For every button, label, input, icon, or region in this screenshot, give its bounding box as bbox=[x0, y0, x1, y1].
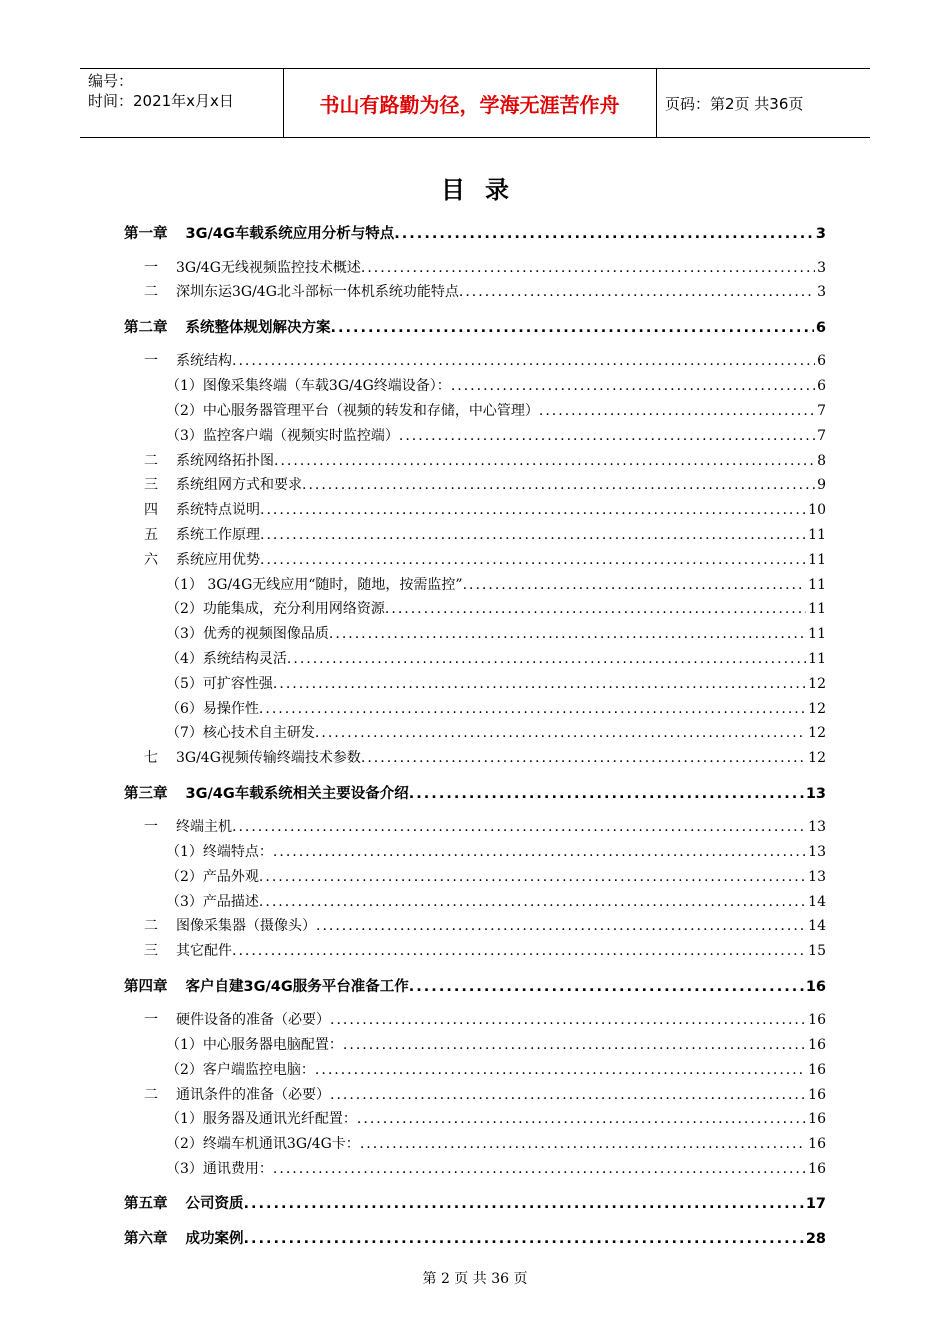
toc-entry-number: 第二章 bbox=[124, 319, 168, 336]
toc-dot-leader bbox=[331, 320, 814, 336]
toc-entry-title: 深圳东运3G/4G北斗部标一体机系统功能特点 bbox=[176, 284, 459, 301]
toc-entry[interactable] bbox=[124, 1158, 826, 1180]
toc-entry-page: 3 bbox=[815, 226, 826, 242]
toc-entry[interactable] bbox=[124, 722, 826, 744]
toc-dot-leader bbox=[273, 676, 806, 692]
toc-entry-number: 二 bbox=[144, 452, 158, 469]
toc-entry-number: 一 bbox=[144, 819, 158, 836]
toc-entry-title: （2）终端车机通讯3G/4G卡： bbox=[166, 1136, 360, 1153]
toc-entry-page: 13 bbox=[805, 785, 826, 802]
toc-entry-title: （2）客户端监控电脑： bbox=[166, 1061, 315, 1078]
toc-entry-number: 三 bbox=[144, 943, 158, 960]
toc-dot-leader bbox=[274, 453, 815, 469]
toc-entry[interactable] bbox=[124, 1059, 826, 1081]
toc-entry[interactable] bbox=[124, 425, 826, 447]
toc-entry-page: 16 bbox=[808, 1086, 826, 1103]
toc-entry-page: 13 bbox=[808, 868, 826, 885]
toc-entry-title: （1）服务器及通讯光纤配置： bbox=[166, 1111, 357, 1128]
toc-dot-leader bbox=[409, 979, 804, 995]
toc-entry-page: 11 bbox=[808, 626, 826, 643]
toc-dot-leader bbox=[451, 378, 815, 394]
toc-entry-page: 6 bbox=[817, 353, 826, 370]
toc-entry[interactable] bbox=[124, 350, 826, 372]
toc-entry[interactable] bbox=[124, 698, 826, 720]
toc-dot-leader bbox=[244, 1231, 804, 1247]
toc-entry-page: 7 bbox=[817, 402, 826, 419]
toc-entry-page: 6 bbox=[815, 319, 826, 336]
toc-entry[interactable] bbox=[124, 1009, 826, 1031]
toc-entry-number: 第一章 bbox=[124, 226, 168, 242]
toc-dot-leader bbox=[232, 353, 815, 369]
toc-dot-leader bbox=[287, 651, 806, 667]
toc-entry-title: （5）可扩容性强 bbox=[166, 675, 273, 692]
toc-entry-title: 通讯条件的准备（必要） bbox=[176, 1086, 330, 1103]
toc-entry-title: （1）终端特点： bbox=[166, 843, 273, 860]
toc-entry-title: 系统特点说明 bbox=[176, 502, 260, 519]
header-time-label: 时间：2021年x月x日 bbox=[88, 92, 234, 110]
toc-entry-page: 7 bbox=[817, 427, 826, 444]
toc-entry-page: 10 bbox=[808, 502, 826, 519]
toc-entry[interactable] bbox=[124, 257, 826, 279]
toc-entry[interactable] bbox=[124, 1084, 826, 1106]
toc-entry[interactable] bbox=[124, 673, 826, 695]
toc-entry-page: 16 bbox=[808, 1160, 826, 1177]
toc-entry-title: 3G/4G视频传输终端技术参数 bbox=[176, 750, 361, 767]
toc-dot-leader bbox=[409, 786, 804, 802]
toc-dot-leader bbox=[361, 750, 806, 766]
toc-entry-title: （2）中心服务器管理平台（视频的转发和存储，中心管理） bbox=[166, 402, 539, 419]
toc-entry[interactable] bbox=[124, 782, 826, 804]
toc-entry-page: 16 bbox=[808, 1136, 826, 1153]
toc-entry-page: 16 bbox=[808, 1036, 826, 1053]
toc-dot-leader bbox=[357, 1111, 806, 1127]
toc-entry-number: 一 bbox=[144, 259, 158, 276]
toc-entry-page: 12 bbox=[808, 700, 826, 717]
toc-entry-title: （2）功能集成，充分利用网络资源 bbox=[166, 601, 385, 618]
toc-entry[interactable] bbox=[124, 549, 826, 571]
toc-entry[interactable] bbox=[124, 841, 826, 863]
header-number-label: 编号： bbox=[88, 72, 134, 90]
toc-entry-title: 系统应用优势 bbox=[176, 551, 260, 568]
toc-entry[interactable] bbox=[124, 648, 826, 670]
toc-entry-page: 28 bbox=[805, 1230, 826, 1247]
toc-entry-title: 硬件设备的准备（必要） bbox=[176, 1012, 330, 1029]
toc-entry[interactable] bbox=[124, 816, 826, 838]
toc-entry[interactable] bbox=[124, 222, 826, 244]
toc-entry-number: 第三章 bbox=[124, 785, 168, 802]
toc-dot-leader bbox=[259, 869, 806, 885]
toc-dot-leader bbox=[399, 428, 815, 444]
toc-entry-title: 3G/4G车载系统相关主要设备介绍 bbox=[185, 785, 409, 802]
toc-entry-page: 11 bbox=[808, 551, 826, 568]
toc-dot-leader bbox=[244, 1196, 804, 1212]
toc-entry-title: （3）监控客户端（视频实时监控端） bbox=[166, 427, 399, 444]
toc-entry-page: 16 bbox=[805, 978, 826, 995]
toc-entry-title: 系统组网方式和要求 bbox=[176, 477, 302, 494]
toc-dot-leader bbox=[259, 701, 806, 717]
toc-entry-number: 六 bbox=[144, 551, 158, 568]
toc-entry-page: 13 bbox=[808, 843, 826, 860]
toc-entry-number: 二 bbox=[144, 1086, 158, 1103]
toc-dot-leader bbox=[302, 477, 815, 493]
toc-entry-page: 8 bbox=[817, 452, 826, 469]
toc-entry-page: 3 bbox=[817, 259, 826, 276]
toc-entry[interactable] bbox=[124, 281, 826, 303]
toc-entry-number: 五 bbox=[144, 526, 158, 543]
toc-entry[interactable] bbox=[124, 524, 826, 546]
toc-entry-title: （1） 3G/4G无线应用“随时，随地，按需监控” bbox=[166, 576, 463, 593]
toc-entry-number: 二 bbox=[144, 284, 158, 301]
toc-entry-title: 系统工作原理 bbox=[176, 526, 260, 543]
toc-entry-title: 成功案例 bbox=[185, 1230, 244, 1247]
toc-entry[interactable] bbox=[124, 474, 826, 496]
toc-entry[interactable] bbox=[124, 1133, 826, 1155]
toc-entry-page: 11 bbox=[808, 526, 826, 543]
toc-entry-page: 6 bbox=[817, 378, 826, 395]
toc-entry-page: 15 bbox=[808, 943, 826, 960]
toc-entry-title: 系统网络拓扑图 bbox=[176, 452, 274, 469]
toc-entry-title: 系统整体规划解决方案 bbox=[185, 319, 331, 336]
toc-entry[interactable] bbox=[124, 1227, 826, 1249]
toc-entry-title: （7）核心技术自主研发 bbox=[166, 725, 315, 742]
page-header bbox=[80, 68, 870, 138]
toc-dot-leader bbox=[259, 894, 806, 910]
toc-entry-title: 图像采集器（摄像头） bbox=[176, 918, 316, 935]
toc-dot-leader bbox=[360, 1136, 806, 1152]
toc-dot-leader bbox=[315, 725, 806, 741]
toc-dot-leader bbox=[394, 226, 814, 242]
toc-entry-title: （1）中心服务器电脑配置： bbox=[166, 1036, 343, 1053]
toc-entry-title: 客户自建3G/4G服务平台准备工作 bbox=[185, 978, 409, 995]
toc-entry-page: 11 bbox=[808, 601, 826, 618]
toc-entry[interactable] bbox=[124, 1192, 826, 1214]
toc-entry-title: （3）通讯费用： bbox=[166, 1160, 273, 1177]
toc-entry-page: 14 bbox=[808, 918, 826, 935]
toc-dot-leader bbox=[232, 943, 806, 959]
header-meta bbox=[80, 69, 284, 137]
toc-entry-page: 14 bbox=[808, 893, 826, 910]
toc-entry-number: 第五章 bbox=[124, 1196, 168, 1213]
toc-entry-page: 12 bbox=[808, 750, 826, 767]
toc-entry[interactable] bbox=[124, 891, 826, 913]
toc-entry-title: （6）易操作性 bbox=[166, 700, 259, 717]
header-motto: 书山有路勤为径，学海无涯苦作舟 bbox=[283, 69, 657, 137]
toc-entry[interactable] bbox=[124, 747, 826, 769]
toc-entry[interactable] bbox=[124, 375, 826, 397]
toc-entry-title: 系统结构 bbox=[176, 353, 232, 370]
toc-dot-leader bbox=[343, 1037, 806, 1053]
toc-entry-title: 3G/4G无线视频监控技术概述 bbox=[176, 259, 361, 276]
toc-dot-leader bbox=[273, 1161, 806, 1177]
toc-entry[interactable] bbox=[124, 623, 826, 645]
toc-entry-title: （4）系统结构灵活 bbox=[166, 650, 287, 667]
page-footer: 第 2 页 共 36 页 bbox=[422, 1271, 528, 1287]
toc-entry-number: 三 bbox=[144, 477, 158, 494]
toc-entry-page: 12 bbox=[808, 725, 826, 742]
toc-entry[interactable] bbox=[124, 915, 826, 937]
toc-entry-title: （2）产品外观 bbox=[166, 868, 259, 885]
toc-dot-leader bbox=[260, 527, 806, 543]
page-title: 目录 bbox=[441, 176, 529, 204]
toc-entry-page: 11 bbox=[808, 650, 826, 667]
header-page-info: 页码：第2页 共36页 bbox=[665, 94, 804, 113]
toc-entry[interactable] bbox=[124, 316, 826, 338]
toc-entry-title: 终端主机 bbox=[176, 819, 232, 836]
toc-dot-leader bbox=[459, 284, 815, 300]
toc-entry-number: 二 bbox=[144, 918, 158, 935]
toc-entry-number: 一 bbox=[144, 353, 158, 370]
toc-entry[interactable] bbox=[124, 975, 826, 997]
toc-dot-leader bbox=[315, 1062, 806, 1078]
toc-entry-title: （3）优秀的视频图像品质 bbox=[166, 626, 329, 643]
toc-entry-number: 第四章 bbox=[124, 978, 168, 995]
toc-entry[interactable] bbox=[124, 499, 826, 521]
toc-entry[interactable] bbox=[124, 574, 826, 596]
toc-entry[interactable] bbox=[124, 940, 826, 962]
toc-entry[interactable] bbox=[124, 866, 826, 888]
toc-entry-number: 一 bbox=[144, 1012, 158, 1029]
toc-entry-page: 11 bbox=[808, 576, 826, 593]
toc-dot-leader bbox=[316, 918, 806, 934]
toc-entry-title: （3）产品描述 bbox=[166, 893, 259, 910]
toc-entry-number: 七 bbox=[144, 750, 158, 767]
toc-entry-number: 第六章 bbox=[124, 1230, 168, 1247]
toc-entry-title: 3G/4G车载系统应用分析与特点 bbox=[185, 226, 395, 242]
toc-dot-leader bbox=[385, 601, 806, 617]
toc-entry-page: 16 bbox=[808, 1061, 826, 1078]
toc-dot-leader bbox=[260, 552, 806, 568]
toc-dot-leader bbox=[330, 1012, 806, 1028]
toc-entry-title: 公司资质 bbox=[185, 1196, 244, 1213]
toc-entry-page: 12 bbox=[808, 675, 826, 692]
toc-entry[interactable] bbox=[124, 598, 826, 620]
toc-dot-leader bbox=[361, 260, 815, 276]
toc-entry[interactable] bbox=[124, 400, 826, 422]
toc-entry[interactable] bbox=[124, 450, 826, 472]
toc-entry-page: 16 bbox=[808, 1012, 826, 1029]
toc-entry-page: 9 bbox=[817, 477, 826, 494]
toc-dot-leader bbox=[463, 577, 807, 593]
toc-dot-leader bbox=[273, 844, 806, 860]
toc-entry-title: 其它配件 bbox=[176, 943, 232, 960]
toc-entry-page: 17 bbox=[805, 1196, 826, 1213]
toc-dot-leader bbox=[329, 626, 806, 642]
toc-entry-page: 16 bbox=[808, 1111, 826, 1128]
toc-entry-title: （1）图像采集终端（车载3G/4G终端设备）： bbox=[166, 378, 451, 395]
toc-dot-leader bbox=[539, 403, 815, 419]
toc-entry[interactable] bbox=[124, 1108, 826, 1130]
toc-dot-leader bbox=[232, 819, 806, 835]
toc-entry-page: 3 bbox=[817, 284, 826, 301]
toc-dot-leader bbox=[260, 502, 806, 518]
toc-entry-number: 四 bbox=[144, 502, 158, 519]
toc-dot-leader bbox=[330, 1087, 806, 1103]
toc-entry[interactable] bbox=[124, 1034, 826, 1056]
toc-entry-page: 13 bbox=[808, 819, 826, 836]
